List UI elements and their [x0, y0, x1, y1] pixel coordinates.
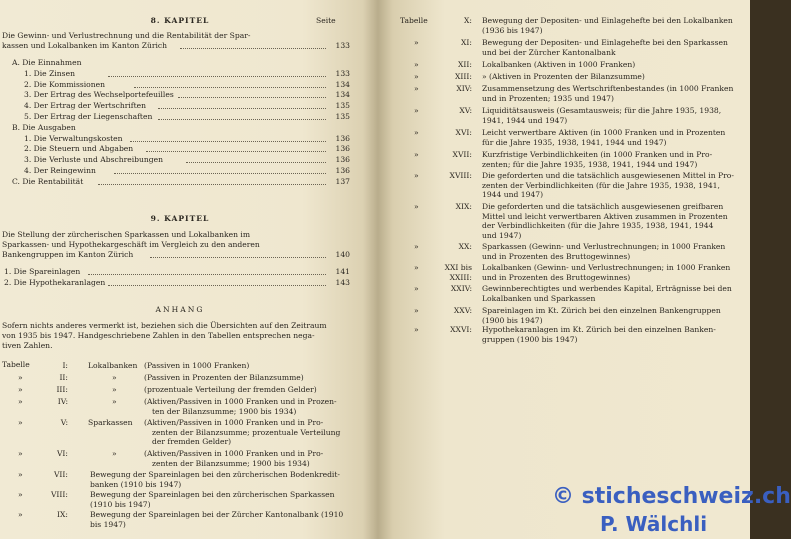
table-ditto-mark: »: [414, 242, 419, 251]
table-description: Mittel und leicht verwertbaren Aktiven zusammen in Prozenten: [482, 211, 728, 221]
table-ditto-mark: »: [414, 84, 419, 93]
table-ditto-mark: »: [18, 418, 23, 427]
table-description: für die Jahre 1935, 1938, 1941, 1944 und 1947): [482, 137, 667, 147]
ch8-item-page: 136: [335, 133, 350, 143]
table-ditto-mark: »: [18, 449, 23, 458]
table-number: VII:: [53, 470, 68, 479]
table-number: XIII:: [455, 72, 472, 81]
table-description: Bewegung der Depositen- und Einlagehefte bei den Lokalbanken: [482, 16, 733, 25]
table-description: 1941, 1944 und 1947): [482, 115, 568, 125]
table-category: »: [112, 373, 117, 382]
table-ditto-mark: »: [414, 106, 419, 115]
table-description: und 1947): [482, 230, 522, 240]
ch8-item: 2. Die Steuern und Abgaben: [24, 144, 134, 154]
table-number: X:: [464, 16, 472, 25]
ch8-item: B. Die Ausgaben: [12, 122, 76, 132]
leader-dots: [146, 151, 326, 152]
table-ditto-mark: »: [18, 510, 23, 519]
table-ditto-mark: »: [414, 60, 419, 69]
leader-dots: [180, 48, 326, 49]
table-description: (prozentuale Verteilung der fremden Gelder): [144, 385, 317, 394]
table-category: Lokalbanken: [88, 361, 138, 370]
ch8-item: 4. Der Reingewinn: [24, 166, 96, 175]
table-number: I:: [62, 361, 68, 370]
table-ditto-mark: »: [414, 263, 419, 272]
table-number: XV:: [459, 106, 472, 115]
table-description: und in Prozenten des Bruttogewinnes): [482, 251, 631, 261]
anhang-intro-line2: von 1935 bis 1947. Handgeschriebene Zahlen in den Tabellen entsprechen nega-: [2, 331, 315, 340]
leader-dots: [88, 274, 326, 275]
leader-dots: [150, 257, 326, 258]
anhang-heading: ANHANG: [155, 305, 205, 314]
table-description: Sparkassen (Gewinn- und Verlustrechnungen; in 1000 Franken: [482, 242, 726, 251]
table-description: (1900 bis 1947): [482, 315, 543, 325]
leader-dots: [108, 76, 326, 77]
table-number: VIII:: [50, 490, 68, 499]
table-number: VI:: [56, 449, 68, 458]
anhang-intro-line1: Sofern nichts anderes vermerkt ist, beziehen sich die Übersichten auf den Zeitraum: [2, 321, 327, 330]
table-description: Bewegung der Depositen- und Einlagehefte bei den Sparkassen: [482, 38, 728, 47]
table-number: XXV:: [453, 306, 472, 315]
table-word: Tabelle: [2, 360, 30, 369]
table-description: und in Prozenten; 1935 und 1947): [482, 93, 614, 103]
ch8-title-line2: kassen und Lokalbanken im Kanton Zürich: [2, 41, 168, 50]
ch9-item: 2. Die Hypothekaranlagen: [4, 277, 106, 287]
table-number: XXIV:: [450, 284, 472, 293]
table-description: (Aktiven/Passiven in 1000 Franken und in Pro-: [144, 418, 324, 427]
table-description: (Passiven in Prozenten der Bilanzsumme): [144, 373, 304, 382]
table-description: zenten; für die Jahre 1935, 1938, 1941, 1944 und 1947): [482, 159, 698, 169]
table-description: (1910 bis 1947): [90, 499, 151, 509]
table-number: XXI bis: [444, 263, 472, 272]
ch8-item-page: 136: [335, 155, 350, 165]
ch8-item: A. Die Einnahmen: [12, 58, 82, 67]
ch9-title-line1: Die Stellung der zürcherischen Sparkassen und Lokalbanken im: [2, 230, 251, 239]
table-description: Die geforderten und die tatsächlich ausgewiesenen greifbaren: [482, 202, 724, 211]
ch9-title-line3: Bankengruppen im Kanton Zürich: [2, 250, 134, 259]
table-description: zenten der Bilanzsumme; prozentuale Verteilung: [152, 427, 341, 437]
leader-dots: [114, 173, 326, 174]
table-description: (Aktiven/Passiven in 1000 Franken und in Pro-: [144, 449, 324, 458]
leader-dots: [134, 87, 326, 88]
table-description: der fremden Gelder): [152, 437, 232, 446]
leader-dots: [130, 141, 326, 142]
table-description: Lokalbanken (Aktiven in 1000 Franken): [482, 60, 636, 69]
ch8-item: 3. Die Verluste und Abschreibungen: [24, 155, 164, 165]
table-description: und bei der Zürcher Kantonalbank: [482, 47, 616, 57]
table-description: Hypothekaranlagen im Kt. Zürich bei den einzelnen Banken-: [482, 325, 716, 334]
table-number: II:: [59, 373, 68, 382]
ch8-item: 1. Die Verwaltungskosten: [24, 133, 123, 143]
table-description: banken (1910 bis 1947): [90, 479, 182, 489]
table-category: »: [112, 397, 117, 406]
table-number: III:: [56, 385, 68, 394]
table-description: gruppen (1900 bis 1947): [482, 334, 578, 344]
ch8-item: 4. Der Ertrag der Wertschriften: [24, 101, 147, 111]
table-ditto-mark: »: [414, 128, 419, 137]
table-description: Liquiditätsausweis (Gesamtausweis; für die Jahre 1935, 1938,: [482, 106, 722, 115]
table-ditto-mark: »: [414, 171, 419, 180]
table-description: 1944 und 1947): [482, 190, 544, 199]
table-number: V:: [60, 418, 68, 427]
table-word: Tabelle: [400, 16, 428, 25]
ch8-title-page: 133: [335, 41, 350, 50]
table-description: Zusammensetzung des Wertschriftenbestandes (in 1000 Franken: [482, 84, 734, 93]
ch8-item: 5. Der Ertrag der Liegenschaften: [24, 112, 153, 121]
table-ditto-mark: »: [414, 38, 419, 47]
table-description: der Verbindlichkeiten (für die Jahre 1935, 1938, 1941, 1944: [482, 221, 714, 230]
ch8-item-page: 135: [335, 112, 350, 121]
leader-dots: [98, 184, 326, 185]
table-number: XIV:: [456, 84, 472, 93]
page-column-label: Seite: [316, 16, 336, 25]
table-number: IV:: [57, 397, 68, 406]
table-number: XXVI:: [450, 325, 472, 334]
table-number: XX:: [458, 242, 472, 251]
table-description: Bewegung der Spareinlagen bei der Zürcher Kantonalbank (1910: [90, 510, 344, 519]
table-ditto-mark: »: [18, 373, 23, 382]
table-ditto-mark: »: [18, 397, 23, 406]
table-number: XIX:: [455, 202, 472, 211]
ch8-item-page: 134: [335, 79, 350, 89]
ch9-title-line2: Sparkassen- und Hypothekargeschäft im Vergleich zu den anderen: [2, 240, 260, 249]
left-page: [0, 0, 378, 539]
anhang-intro-line3: tiven Zahlen.: [2, 341, 53, 350]
right-page: [378, 0, 791, 539]
table-ditto-mark: »: [414, 325, 419, 334]
table-description: zenten der Bilanzsumme; 1900 bis 1934): [152, 458, 310, 468]
table-number: XVII:: [452, 150, 472, 159]
table-ditto-mark: »: [414, 150, 419, 159]
ch8-item-page: 135: [335, 101, 350, 111]
table-category: Sparkassen: [88, 418, 133, 427]
ch9-title-page: 140: [335, 250, 350, 259]
table-description: ten der Bilanzsumme; 1900 bis 1934): [152, 406, 297, 416]
ch8-item-page: 133: [335, 68, 350, 78]
table-description: und in Prozenten des Bruttogewinnes): [482, 272, 631, 282]
table-description: Spareinlagen im Kt. Zürich bei den einzelnen Bankengruppen: [482, 306, 721, 315]
table-number: XII:: [458, 60, 472, 69]
table-description: (1936 bis 1947): [482, 25, 543, 35]
ch9-item: 1. Die Spareinlagen: [4, 267, 81, 276]
leader-dots: [108, 285, 326, 286]
ch9-item-page: 143: [335, 277, 350, 287]
chapter-9-heading: 9. KAPITEL: [150, 214, 210, 223]
leader-dots: [158, 119, 326, 120]
table-description: Gewinnberechtigtes und werbendes Kapital, Erträgnisse bei den: [482, 284, 732, 293]
chapter-8-heading: 8. KAPITEL: [150, 16, 210, 25]
table-description: Die geforderten und die tatsächlich ausgewiesenen Mittel in Pro-: [482, 171, 734, 180]
table-number: XI:: [461, 38, 472, 47]
table-ditto-mark: »: [18, 470, 23, 479]
ch9-item-page: 141: [335, 267, 350, 276]
table-description: (Aktiven/Passiven in 1000 Franken und in Prozen-: [144, 397, 337, 406]
table-number: XVI:: [455, 128, 472, 137]
table-ditto-mark: »: [414, 284, 419, 293]
ch8-item: 3. Der Ertrag des Wechselportefeuilles: [24, 90, 174, 100]
table-description: (Passiven in 1000 Franken): [144, 361, 250, 370]
table-number: XXIII:: [449, 272, 472, 282]
table-description: Lokalbanken und Sparkassen: [482, 293, 596, 303]
table-category: »: [112, 449, 117, 458]
ch8-item-page: 137: [335, 176, 350, 186]
table-description: Bewegung der Spareinlagen bei den zürcherischen Bodenkredit-: [90, 470, 340, 479]
table-description: » (Aktiven in Prozenten der Bilanzsumme): [482, 72, 645, 81]
table-description: Kurzfristige Verbindlichkeiten (in 1000 Franken und in Pro-: [482, 150, 713, 159]
table-description: Lokalbanken (Gewinn- und Verlustrechnungen; in 1000 Franken: [482, 263, 731, 272]
ch8-title-line1: Die Gewinn- und Verlustrechnung und die Rentabilität der Spar-: [2, 31, 251, 40]
table-description: bis 1947): [90, 519, 126, 529]
table-ditto-mark: »: [414, 306, 419, 315]
ch8-item: 1. Die Zinsen: [24, 68, 75, 78]
table-description: zenten der Verbindlichkeiten (für die Jahre 1935, 1938, 1941,: [482, 180, 720, 190]
table-ditto-mark: »: [414, 72, 419, 81]
ch8-item-page: 134: [335, 90, 350, 100]
table-ditto-mark: »: [18, 385, 23, 394]
leader-dots: [158, 108, 326, 109]
table-description: Leicht verwertbare Aktiven (in 1000 Franken und in Prozenten: [482, 128, 726, 137]
table-ditto-mark: »: [18, 490, 23, 499]
ch8-item: C. Die Rentabilität: [12, 176, 84, 186]
leader-dots: [178, 97, 326, 98]
table-ditto-mark: »: [414, 202, 419, 211]
ch8-item: 2. Die Kommissionen: [24, 79, 106, 89]
table-category: »: [112, 385, 117, 394]
watermark-author: P. Wälchli: [600, 512, 708, 536]
table-number: XVIII:: [449, 171, 472, 180]
ch8-item-page: 136: [335, 144, 350, 154]
table-number: IX:: [57, 510, 68, 519]
leader-dots: [186, 162, 326, 163]
table-description: Bewegung der Spareinlagen bei den zürcherischen Sparkassen: [90, 490, 335, 499]
ch8-item-page: 136: [335, 166, 350, 175]
watermark-site: © sticheschweiz.ch: [552, 484, 791, 509]
